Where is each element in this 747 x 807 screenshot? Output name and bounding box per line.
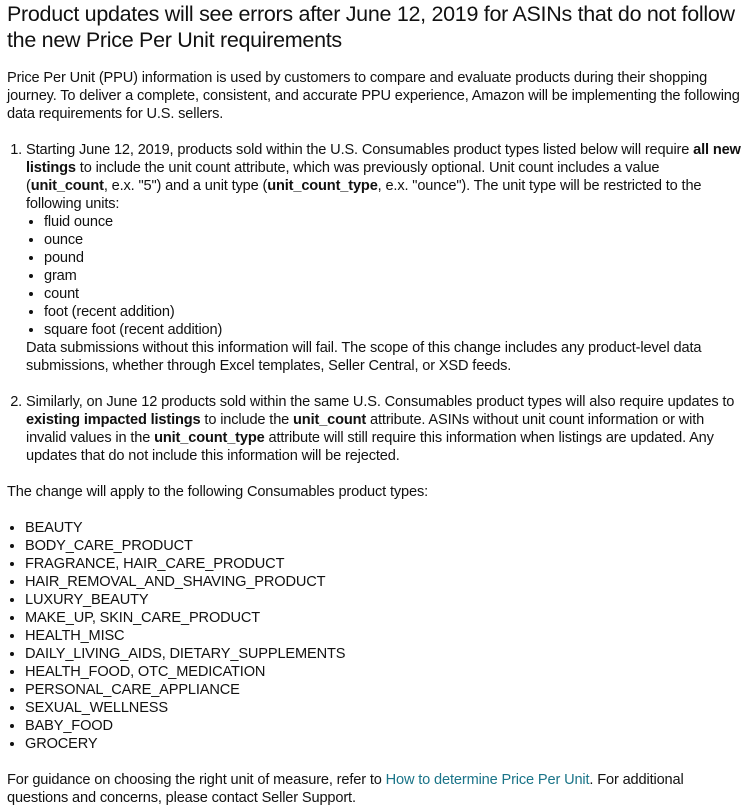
unit-item: • fluid ounce xyxy=(44,213,741,231)
unit-item: • gram xyxy=(44,267,741,285)
product-type-item: • GROCERY xyxy=(25,735,741,753)
requirement-text: attribute. ASINs without unit count information or with invalid values in the xyxy=(26,412,705,446)
product-type-item: • MAKE_UP, SKIN_CARE_PRODUCT xyxy=(25,609,741,627)
unit-item: • count xyxy=(44,285,741,303)
product-type-item: • HEALTH_MISC xyxy=(25,627,741,645)
product-types-intro: The change will apply to the following Consumables product types: xyxy=(7,484,429,500)
requirement-item xyxy=(26,393,741,465)
requirement-item xyxy=(26,141,741,375)
requirement-text: to include the xyxy=(200,412,294,428)
requirement-text: Starting June 12, 2019, products sold within the U.S. Consumables product types listed below will require xyxy=(26,142,694,158)
product-type-item: • BODY_CARE_PRODUCT xyxy=(25,537,741,555)
emphasis-text: all new listings xyxy=(26,142,741,176)
unit-item: • foot (recent addition) xyxy=(44,303,741,321)
product-types-list xyxy=(7,519,741,753)
requirement-text: to include the unit count attribute, which was previously optional. Unit count includes a value ( xyxy=(26,160,660,194)
ppu-guide-link[interactable]: How to determine Price Per Unit xyxy=(385,772,590,788)
footer-paragraph xyxy=(7,771,741,807)
requirement-closing: Data submissions without this information will fail. The scope of this change includes any product-level data submissions, whether through Excel templates, Seller Central, or XSD feeds. xyxy=(26,340,702,374)
intro-paragraph: Price Per Unit (PPU) information is used by customers to compare and evaluate products during their shopping journey. To deliver a complete, consistent, and accurate PPU experience, Amazon will be implementing the following data requirements for U.S. sellers. xyxy=(7,70,740,122)
unit-item: • pound xyxy=(44,249,741,267)
footer-text: For guidance on choosing the right unit of measure, refer to xyxy=(7,772,386,788)
requirement-text: Similarly, on June 12 products sold within the same U.S. Consumables product types will also require updates to xyxy=(26,394,735,410)
page-title: Product updates will see errors after June 12, 2019 for ASINs that do not follow the new Price Per Unit requirements xyxy=(7,2,735,52)
emphasis-text: existing impacted listings xyxy=(26,412,201,428)
product-type-item: • SEXUAL_WELLNESS xyxy=(25,699,741,717)
product-type-item: • HAIR_REMOVAL_AND_SHAVING_PRODUCT xyxy=(25,573,741,591)
product-type-item: • PERSONAL_CARE_APPLIANCE xyxy=(25,681,741,699)
requirements-list xyxy=(7,141,741,465)
attribute-name: unit_count xyxy=(30,178,104,194)
product-type-item: • DAILY_LIVING_AIDS, DIETARY_SUPPLEMENTS xyxy=(25,645,741,663)
product-type-item: • HEALTH_FOOD, OTC_MEDICATION xyxy=(25,663,741,681)
requirement-text: attribute will still require this information when listings are updated. Any updates that do not include this information will be rejected. xyxy=(26,430,714,464)
requirement-text: , e.x. "ounce"). The unit type will be restricted to the following units: xyxy=(26,178,702,212)
attribute-name: unit_count_type xyxy=(267,178,378,194)
requirement-text: , e.x. "5") and a unit type ( xyxy=(103,178,268,194)
attribute-name: unit_count xyxy=(293,412,367,428)
unit-item: • square foot (recent addition) xyxy=(44,321,741,339)
product-type-item: • BABY_FOOD xyxy=(25,717,741,735)
attribute-name: unit_count_type xyxy=(154,430,265,446)
product-type-item: • FRAGRANCE, HAIR_CARE_PRODUCT xyxy=(25,555,741,573)
product-type-item: • BEAUTY xyxy=(25,519,741,537)
unit-item: • ounce xyxy=(44,231,741,249)
footer-text: . For additional questions and concerns, please contact Seller Support. xyxy=(7,772,684,806)
units-list xyxy=(26,213,741,339)
product-type-item: • LUXURY_BEAUTY xyxy=(25,591,741,609)
